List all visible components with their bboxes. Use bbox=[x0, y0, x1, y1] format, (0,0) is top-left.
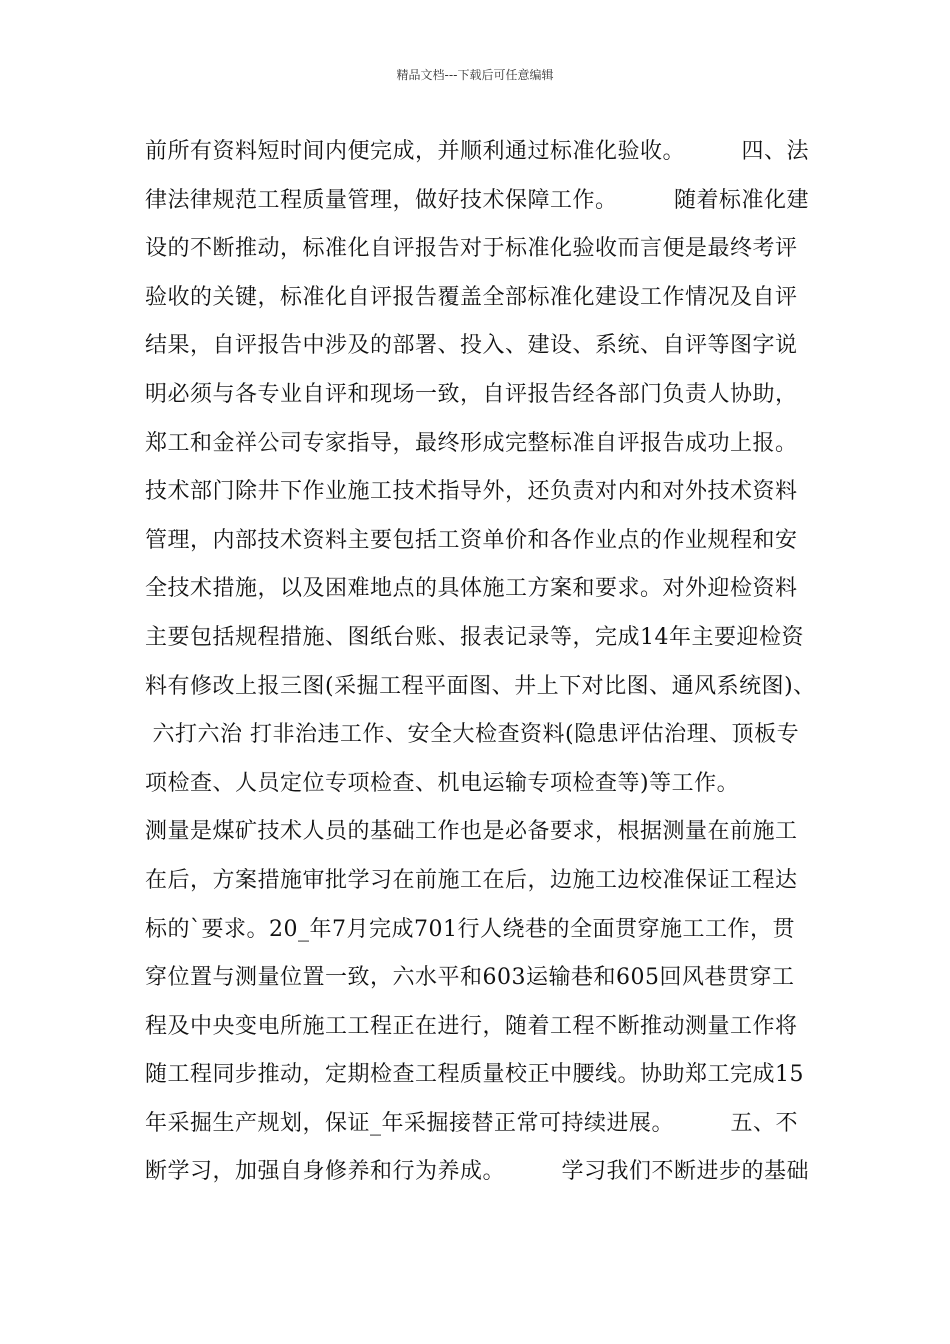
text-line: 郑工和金祥公司专家指导，最终形成完整标准自评报告成功上报。 bbox=[145, 430, 798, 456]
text-line: 律法律规范工程质量管理，做好技术保障工作。 随着标准化建 bbox=[145, 187, 810, 213]
text-line: 结果，自评报告中涉及的部署、投入、建设、系统、自评等图字说 bbox=[145, 333, 798, 359]
text-line: 验收的关键，标准化自评报告覆盖全部标准化建设工作情况及自评 bbox=[145, 284, 798, 310]
text-line: 在后，方案措施审批学习在前施工在后，边施工边校准保证工程达 bbox=[145, 867, 798, 893]
text-line: 标的`要求。20_年7月完成701行人绕巷的全面贯穿施工工作，贯 bbox=[145, 916, 795, 942]
document-body bbox=[145, 128, 815, 1197]
text-line: 六打六治 打非治违工作、安全大检查资料(隐患评估治理、顶板专 bbox=[145, 722, 800, 748]
text-line: 技术部门除井下作业施工技术指导外，还负责对内和对外技术资料 bbox=[145, 479, 798, 505]
text-line: 断学习，加强自身修养和行为养成。 学习我们不断进步的基础 bbox=[145, 1159, 810, 1185]
text-line: 前所有资料短时间内便完成，并顺利通过标准化验收。 四、法 bbox=[145, 139, 810, 164]
text-line: 穿位置与测量位置一致，六水平和603运输巷和605回风巷贯穿工 bbox=[145, 965, 795, 991]
page-header: 精品文档---下载后可任意编辑 bbox=[396, 68, 554, 82]
text-line: 料有修改上报三图(采掘工程平面图、井上下对比图、通风系统图)、 bbox=[145, 673, 816, 699]
text-line: 项检查、人员定位专项检查、机电运输专项检查等)等工作。 bbox=[145, 770, 740, 796]
text-line: 管理，内部技术资料主要包括工资单价和各作业点的作业规程和安 bbox=[145, 527, 798, 553]
text-line: 全技术措施，以及困难地点的具体施工方案和要求。对外迎检资料 bbox=[145, 576, 798, 602]
text-line: 主要包括规程措施、图纸台账、报表记录等，完成14年主要迎检资 bbox=[145, 624, 804, 650]
text-line: 随工程同步推动，定期检查工程质量校正中腰线。协助郑工完成15 bbox=[145, 1062, 804, 1088]
text-line: 明必须与各专业自评和现场一致，自评报告经各部门负责人协助， bbox=[145, 381, 798, 407]
text-line: 年采掘生产规划，保证_年采掘接替正常可持续进展。 五、不 bbox=[145, 1110, 799, 1136]
text-line: 测量是煤矿技术人员的基础工作也是必备要求，根据测量在前施工 bbox=[145, 819, 798, 845]
text-line: 设的不断推动，标准化自评报告对于标准化验收而言便是最终考评 bbox=[145, 236, 798, 262]
text-line: 程及中央变电所施工工程正在进行，随着工程不断推动测量工作将 bbox=[145, 1013, 798, 1039]
